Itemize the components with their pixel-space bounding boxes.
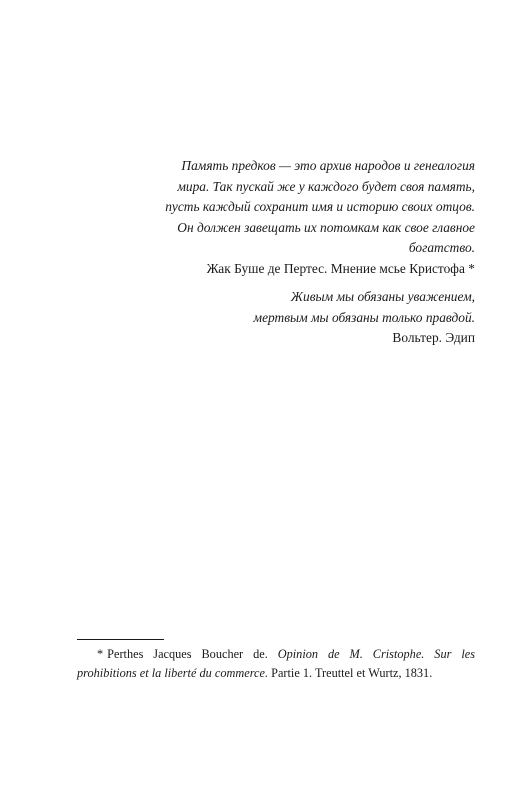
- epigraph-boucher: [165, 156, 475, 279]
- epigraph-quote-line: богатство.: [408, 240, 475, 255]
- epigraph-attribution: Вольтер. Эдип: [392, 330, 475, 345]
- footnote-marker: *: [97, 647, 104, 661]
- epigraph-quote-line: пусть каждый сохранит имя и историю своих отцов.: [165, 199, 475, 214]
- epigraph-quote-line: Память предков — это архив народов и генеалогия: [181, 158, 475, 173]
- footnote-publication: Partie 1. Treuttel et Wurtz, 1831.: [271, 666, 433, 680]
- footnote-separator: [77, 639, 164, 640]
- attribution-text: Жак Буше де Пертес. Мнение мсье Кристофа: [206, 260, 465, 276]
- epigraph-quote-line: Живым мы обязаны уважением,: [290, 289, 475, 304]
- footnote: [77, 645, 475, 683]
- epigraph-voltaire: [254, 287, 475, 349]
- epigraph-quote-line: Он должен завещать их потомкам как свое главное: [177, 219, 475, 235]
- footnote-author: Perthes Jacques Boucher de.: [107, 647, 268, 661]
- epigraph-quote-line: мира. Так пускай же у каждого будет своя память,: [177, 178, 475, 194]
- footnote-title: Opinion de M. Cristophe. Sur les prohibitions et la liberté du commerce.: [77, 647, 475, 680]
- epigraph-attribution: [165, 259, 475, 280]
- epigraph-quote-line: мертвым мы обязаны только правдой.: [253, 309, 475, 325]
- footnote-reference-marker: *: [468, 260, 475, 276]
